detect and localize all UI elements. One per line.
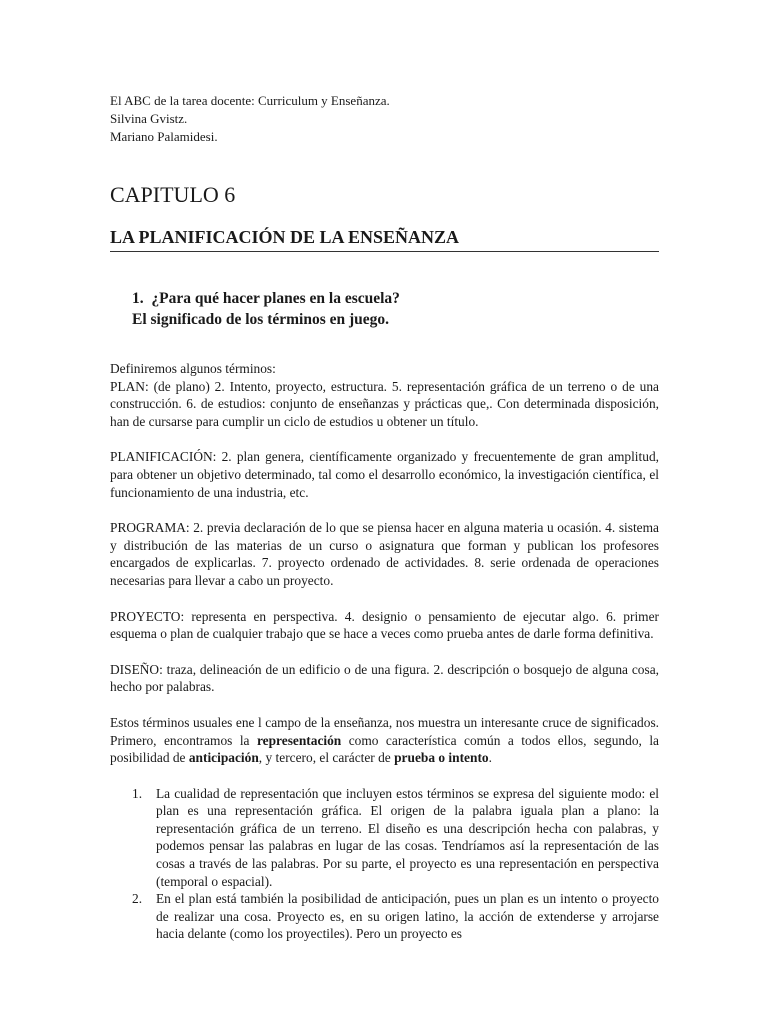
list-item-number: 1. xyxy=(132,785,143,801)
section-heading-line-1 xyxy=(132,288,400,309)
list-item-text: La cualidad de representación que incluyen estos términos se expresa del siguiente modo: el plan es una representación gráfica. El origen de la palabra iguala plan a plano: la representación gráfica de un terreno. El diseño es una descripción hecha con palabras, y podemos pensar las palabras en lugar de las cosas. Tendríamos así la representación de las cosas a través de las palabras. Por su parte, el proyecto es una representación en perspectiva (temporal o espacial). xyxy=(156,785,659,889)
list-item xyxy=(110,890,659,943)
author-line: Mariano Palamidesi. xyxy=(110,129,218,144)
document-page xyxy=(110,92,659,942)
section-heading xyxy=(132,288,400,330)
author-line: Silvina Gvistz. xyxy=(110,111,188,126)
list-item-number: 2. xyxy=(132,891,143,907)
document-body xyxy=(110,360,659,943)
definition-diseno: DISEÑO: traza, delineación de un edificio o de una figura. 2. descripción o bosquejo de alguna cosa, hecho por palabras. xyxy=(110,661,659,695)
section-subtitle: El significado de los términos en juego. xyxy=(132,311,390,328)
numbered-list xyxy=(110,785,659,943)
summary-text: como característica común a todos ellos, segundo, la posibilidad de xyxy=(110,732,659,766)
summary-text: Estos términos usuales ene l campo de la enseñanza, nos muestra un interesante cruce de significados. Primero, encontramos la xyxy=(110,714,659,748)
summary-text: . xyxy=(488,750,492,766)
definition-programa: PROGRAMA: 2. previa declaración de lo que se piensa hacer en alguna materia u ocasión. 4. sistema y distribución de las materias de un curso o asignatura que forman y publican los profesores encargados de explicarlas. 7. proyecto ordenado de actividades. 8. serie ordenada de operaciones necesarias para llevar a cabo un proyecto. xyxy=(110,520,659,588)
section-number: 1. xyxy=(132,290,144,307)
section-title: ¿Para qué hacer planes en la escuela? xyxy=(151,290,400,307)
summary-emphasis: anticipación xyxy=(188,750,259,766)
document-header xyxy=(110,92,659,146)
summary-emphasis: representación xyxy=(256,732,342,748)
summary-emphasis: prueba o intento xyxy=(394,750,489,766)
chapter-label: CAPITULO 6 xyxy=(110,182,236,207)
list-item xyxy=(110,785,659,891)
chapter-title: LA PLANIFICACIÓN DE LA ENSEÑANZA xyxy=(110,226,659,252)
definition-plan: PLAN: (de plano) 2. Intento, proyecto, estructura. 5. representación gráfica de un terreno o de una construcción. 6. de estudios: conjunto de enseñanzas y prácticas que,. Con determinada disposición, han de cursarse para cumplir un ciclo de estudios u obtener un título. xyxy=(110,378,659,429)
summary-paragraph xyxy=(110,714,659,767)
summary-text: , y tercero, el carácter de xyxy=(258,750,395,766)
intro-paragraph: Definiremos algunos términos: xyxy=(110,361,276,376)
definition-planificacion: PLANIFICACIÓN: 2. plan genera, científicamente organizado y frecuentemente de gran amplitud, para obtener un objetivo determinado, tal como el desarrollo económico, la investigación científica, el funcionamiento de una industria, etc. xyxy=(110,449,659,500)
book-title-line: El ABC de la tarea docente: Curriculum y Enseñanza. xyxy=(110,93,390,108)
definition-proyecto: PROYECTO: representa en perspectiva. 4. designio o pensamiento de ejecutar algo. 6. primer esquema o plan de cualquier trabajo que se hace a veces como prueba antes de darle forma definitiva. xyxy=(110,608,659,642)
list-item-text: En el plan está también la posibilidad de anticipación, pues un plan es un intento o proyecto de realizar una cosa. Proyecto es, en su origen latino, la acción de extenderse y arrojarse hacia delante (como los proyectiles). Pero un proyecto es xyxy=(156,891,659,942)
